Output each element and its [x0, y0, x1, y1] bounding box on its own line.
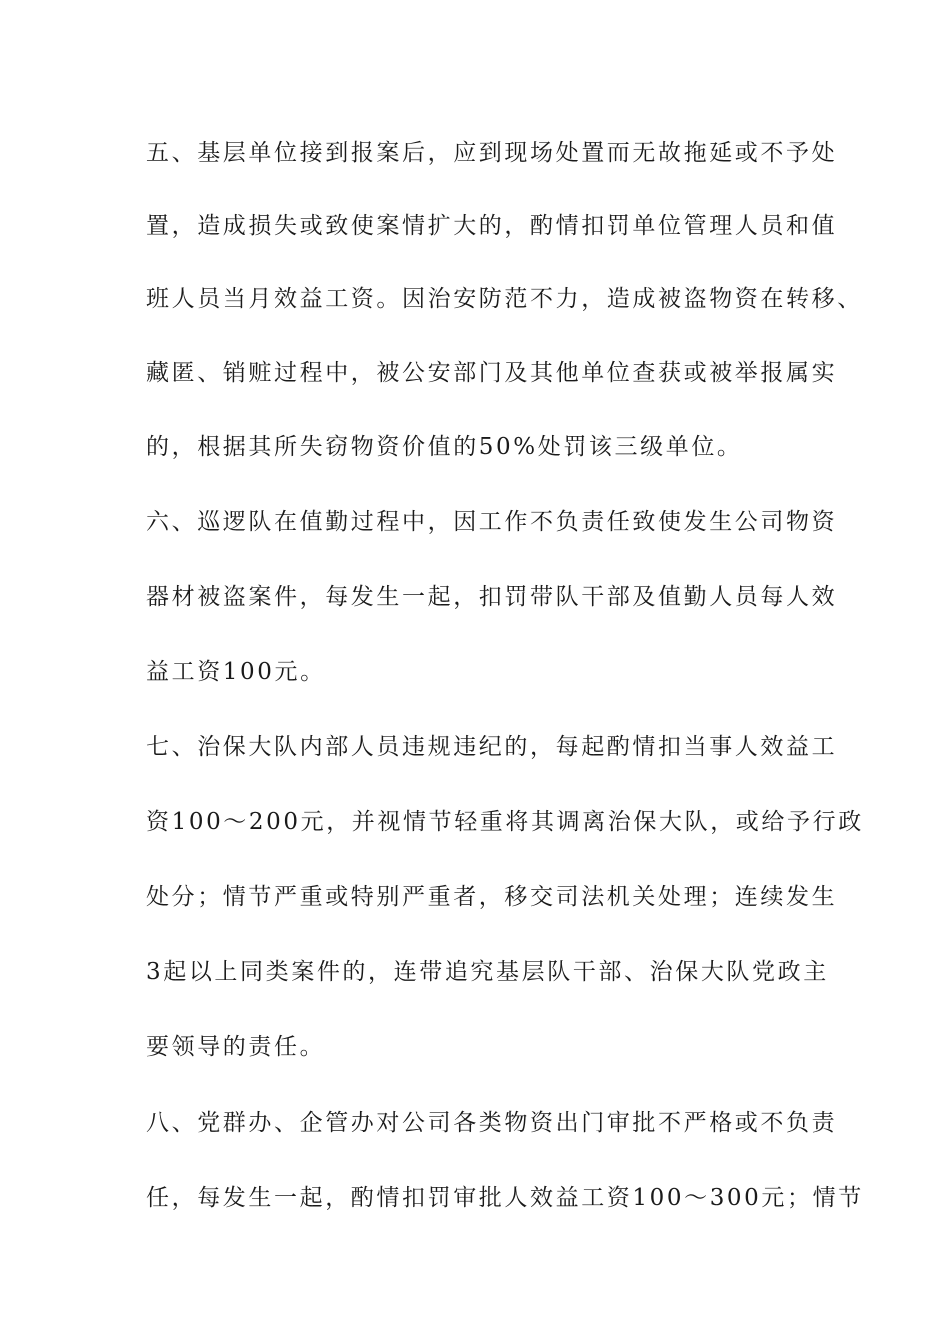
text-line: 藏匿、销赃过程中，被公安部门及其他单位查获或被举报属实: [146, 360, 838, 386]
text-line: 六、巡逻队在值勤过程中，因工作不负责任致使发生公司物资: [146, 509, 838, 535]
text-line: 八、党群办、企管办对公司各类物资出门审批不严格或不负责: [146, 1110, 838, 1136]
text-line: 益工资100元。: [146, 659, 326, 685]
text-line: 五、基层单位接到报案后，应到现场处置而无故拖延或不予处: [146, 140, 838, 166]
text-line: 3起以上同类案件的，连带追究基层队干部、治保大队党政主: [146, 959, 829, 985]
text-line: 处分；情节严重或特别严重者，移交司法机关处理；连续发生: [146, 884, 838, 910]
text-line: 要领导的责任。: [146, 1034, 326, 1060]
text-line: 班人员当月效益工资。因治安防范不力，造成被盗物资在转移、: [146, 286, 863, 312]
text-line: 资100～200元，并视情节轻重将其调离治保大队，或给予行政: [146, 809, 864, 835]
text-line: 的，根据其所失窃物资价值的50%处罚该三级单位。: [146, 434, 743, 460]
text-line: 置，造成损失或致使案情扩大的，酌情扣罚单位管理人员和值: [146, 213, 838, 239]
text-line: 七、治保大队内部人员违规违纪的，每起酌情扣当事人效益工: [146, 734, 838, 760]
text-line: 器材被盗案件，每发生一起，扣罚带队干部及值勤人员每人效: [146, 584, 838, 610]
text-line: 任，每发生一起，酌情扣罚审批人效益工资100～300元；情节: [146, 1185, 864, 1211]
